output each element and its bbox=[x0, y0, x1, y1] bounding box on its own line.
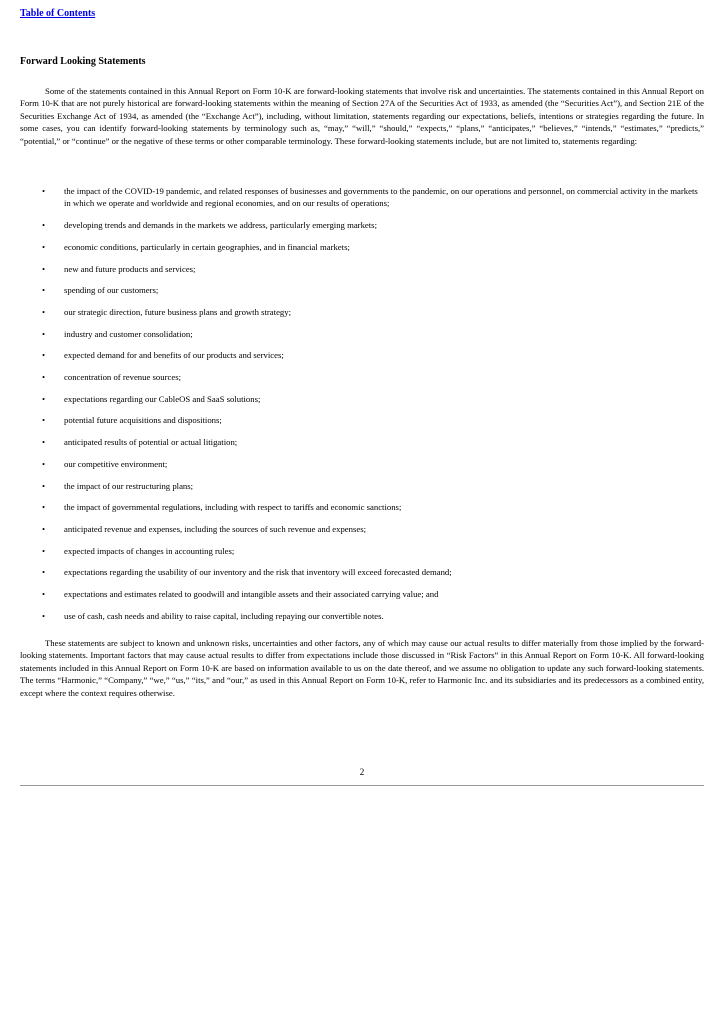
list-item-text: the impact of our restructuring plans; bbox=[64, 480, 194, 491]
list-item-text: the impact of the COVID-19 pandemic, and related responses of businesses and governments to the pandemic, on our operations and personnel, on commercial activity in the markets in which we operate and worldwide and regional economies, and on our results of operations; bbox=[64, 186, 698, 209]
bullet-icon: • bbox=[42, 241, 46, 252]
bullet-icon: • bbox=[42, 545, 46, 556]
section-title: Forward Looking Statements bbox=[20, 56, 146, 67]
list-item bbox=[20, 523, 704, 535]
list-item-text: developing trends and demands in the markets we address, particularly emerging markets; bbox=[64, 220, 377, 231]
list-item bbox=[20, 371, 704, 383]
list-item-text: expectations regarding our CableOS and SaaS solutions; bbox=[64, 393, 261, 404]
list-item bbox=[20, 414, 704, 426]
bullet-icon: • bbox=[42, 480, 46, 491]
list-item bbox=[20, 185, 704, 210]
bullet-icon: • bbox=[42, 263, 46, 274]
bullet-icon: • bbox=[42, 220, 46, 231]
list-item bbox=[20, 480, 704, 492]
list-item-text: anticipated results of potential or actual litigation; bbox=[64, 437, 238, 448]
bullet-icon: • bbox=[42, 523, 46, 534]
list-item-text: economic conditions, particularly in certain geographies, and in financial markets; bbox=[64, 241, 350, 252]
bullet-icon: • bbox=[42, 437, 46, 448]
list-item-text: potential future acquisitions and dispositions; bbox=[64, 415, 222, 426]
closing-paragraph: These statements are subject to known and unknown risks, uncertainties and other factors, any of which may cause our actual results to differ materially from those implied by the forward-looking statements. Important factors that may cause actual results to differ from expectations include those discussed in “Risk Factors” in this Annual Report on Form 10-K. All forward-looking statements included in this Annual Report on Form 10-K are based on information available to us on the date thereof, and we assume no obligation to update any such forward-looking statements. The terms “Harmonic,” “Company,” “we,” “us,” “its,” and “our,” as used in this Annual Report on Form 10-K, refer to Harmonic Inc. and its subsidiaries and its predecessors as a combined entity, except where the context requires otherwise. bbox=[20, 638, 704, 698]
list-item bbox=[20, 306, 704, 318]
bullet-list bbox=[20, 185, 704, 631]
bullet-icon: • bbox=[42, 610, 46, 621]
bullet-icon: • bbox=[42, 458, 46, 469]
bullet-icon: • bbox=[42, 502, 46, 513]
intro-paragraph: Some of the statements contained in this Annual Report on Form 10-K are forward-looking statements that involve risk and uncertainties. The statements contained in this Annual Report on Form 10-K that are not purely historical are forward-looking statements within the meaning of Section 27A of the Securities Act of 1933, as amended (the “Securities Act”), and Section 21E of the Securities Exchange Act of 1934, as amended (the “Exchange Act”), including, without limitation, statements regarding our expectations, beliefs, intentions or strategies regarding the future. In some cases, you can identify forward-looking statements by terminology such as, “may,” “will,” “should,” “expects,” “plans,” “anticipates,” “believes,” “intends,” “estimates,” “predicts,” “potential,” or “continue” or the negative of these terms or other comparable terminology. These forward-looking statements include, but are not limited to, statements regarding: bbox=[20, 86, 704, 146]
list-item-text: anticipated revenue and expenses, including the sources of such revenue and expenses; bbox=[64, 523, 367, 534]
list-item bbox=[20, 610, 704, 622]
list-item bbox=[20, 501, 704, 513]
list-item bbox=[20, 349, 704, 361]
list-item bbox=[20, 263, 704, 275]
list-item-text: our strategic direction, future business plans and growth strategy; bbox=[64, 306, 292, 317]
list-item-text: spending of our customers; bbox=[64, 285, 159, 296]
list-item bbox=[20, 566, 704, 578]
list-item-text: expected impacts of changes in accounting rules; bbox=[64, 545, 235, 556]
bullet-icon: • bbox=[42, 350, 46, 361]
list-item-text: the impact of governmental regulations, including with respect to tariffs and economic sanctions; bbox=[64, 502, 402, 513]
bullet-icon: • bbox=[42, 328, 46, 339]
list-item bbox=[20, 436, 704, 448]
list-item-text: concentration of revenue sources; bbox=[64, 372, 181, 383]
list-item bbox=[20, 545, 704, 557]
list-item-text: expectations and estimates related to goodwill and intangible assets and their associated carrying value; and bbox=[64, 589, 439, 600]
list-item-text: new and future products and services; bbox=[64, 263, 196, 274]
list-item bbox=[20, 588, 704, 600]
list-item-text: expectations regarding the usability of our inventory and the risk that inventory will exceed forecasted demand; bbox=[64, 567, 452, 578]
bullet-icon: • bbox=[42, 567, 46, 578]
page-divider bbox=[20, 785, 704, 786]
list-item-text: expected demand for and benefits of our products and services; bbox=[64, 350, 284, 361]
bullet-icon: • bbox=[42, 186, 46, 196]
list-item bbox=[20, 219, 704, 231]
list-item-text: use of cash, cash needs and ability to raise capital, including repaying our convertible notes. bbox=[64, 610, 384, 621]
list-item bbox=[20, 284, 704, 296]
list-item bbox=[20, 328, 704, 340]
bullet-icon: • bbox=[42, 415, 46, 426]
bullet-icon: • bbox=[42, 393, 46, 404]
list-item-text: our competitive environment; bbox=[64, 458, 168, 469]
bullet-icon: • bbox=[42, 372, 46, 383]
table-of-contents-link[interactable]: Table of Contents bbox=[20, 8, 96, 19]
list-item-text: industry and customer consolidation; bbox=[64, 328, 193, 339]
list-item bbox=[20, 241, 704, 253]
bullet-icon: • bbox=[42, 285, 46, 296]
page-number: 2 bbox=[359, 767, 365, 777]
bullet-icon: • bbox=[42, 589, 46, 600]
list-item bbox=[20, 393, 704, 405]
bullet-icon: • bbox=[42, 306, 46, 317]
list-item bbox=[20, 458, 704, 470]
